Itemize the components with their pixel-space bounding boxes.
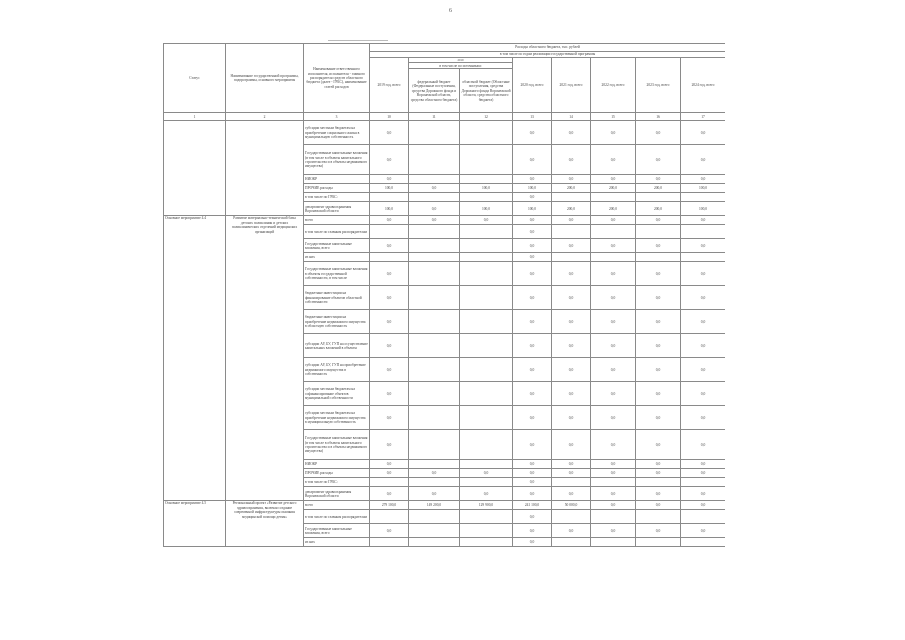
value-cell: 0,0 [552, 334, 591, 358]
value-cell: 0,0 [513, 286, 552, 310]
value-cell [460, 334, 513, 358]
value-cell: 0,0 [370, 358, 409, 382]
value-cell: 0,0 [513, 358, 552, 382]
value-cell [460, 524, 513, 538]
row-label: НИОКР [304, 175, 370, 184]
value-cell: 0,0 [681, 239, 726, 253]
value-cell: 0,0 [370, 145, 409, 175]
value-cell: 0,0 [681, 406, 726, 430]
value-cell: 0,0 [681, 487, 726, 501]
value-cell: 0,0 [591, 239, 636, 253]
value-cell [636, 510, 681, 524]
row-label: бюджетные инвестиции на приобретение недвижимого имущества в областную собственность [304, 310, 370, 334]
value-cell: 0,0 [591, 175, 636, 184]
value-cell: 0,0 [552, 310, 591, 334]
row-label: субсидии АУ, БУ, ГУП на осуществление капитальных вложений в объекты [304, 334, 370, 358]
value-cell: 0,0 [636, 469, 681, 478]
value-cell [636, 193, 681, 202]
value-cell: 0,0 [460, 469, 513, 478]
header-2024: 2024 год, всего [681, 58, 726, 113]
row-label: Государственные капитальные вложения в объекты государственной собственности, в том числе [304, 262, 370, 286]
column-number: 10 [370, 113, 409, 121]
value-cell: 0,0 [370, 382, 409, 406]
value-cell: 0,0 [591, 524, 636, 538]
value-cell: 0,0 [636, 382, 681, 406]
value-cell: 0,0 [370, 175, 409, 184]
value-cell: 0,0 [513, 538, 552, 547]
value-cell: 0,0 [681, 286, 726, 310]
value-cell [409, 175, 460, 184]
value-cell [409, 239, 460, 253]
value-cell: 0,0 [681, 358, 726, 382]
value-cell: 0,0 [370, 430, 409, 460]
value-cell [591, 510, 636, 524]
value-cell: 0,0 [552, 239, 591, 253]
value-cell: 0,0 [513, 510, 552, 524]
value-cell [460, 253, 513, 262]
value-cell: 0,0 [636, 460, 681, 469]
value-cell: 0,0 [636, 310, 681, 334]
value-cell [370, 538, 409, 547]
row-label: в том числе по главным распорядителям [304, 510, 370, 524]
value-cell: 0,0 [681, 310, 726, 334]
value-cell [460, 121, 513, 145]
value-cell: 0,0 [513, 487, 552, 501]
value-cell: 0,0 [681, 524, 726, 538]
value-cell: 200,0 [591, 184, 636, 193]
value-cell: 0,0 [513, 193, 552, 202]
value-cell [409, 510, 460, 524]
value-cell: 0,0 [513, 121, 552, 145]
expenses-table-frame [163, 43, 725, 596]
value-cell [409, 358, 460, 382]
value-cell [409, 334, 460, 358]
row-label: в том числе по главным распорядителям [304, 225, 370, 239]
expenses-table [163, 43, 725, 547]
row-label: всего [304, 501, 370, 510]
activity-status: Основное мероприятие 4.5 [164, 501, 226, 547]
value-cell: 0,0 [636, 501, 681, 510]
value-cell [681, 538, 726, 547]
value-cell: 0,0 [681, 175, 726, 184]
value-cell [409, 310, 460, 334]
activity-name: Развитие материально-технической базы детских поликлиник и детских поликлинических отделений медицинских организаций [226, 216, 304, 501]
value-cell: 100,0 [370, 202, 409, 216]
value-cell: 0,0 [460, 216, 513, 225]
value-cell: 0,0 [409, 216, 460, 225]
value-cell [636, 253, 681, 262]
value-cell [460, 406, 513, 430]
value-cell: 0,0 [681, 121, 726, 145]
value-cell [409, 145, 460, 175]
value-cell: 0,0 [513, 239, 552, 253]
value-cell: 0,0 [591, 487, 636, 501]
value-cell: 0,0 [636, 121, 681, 145]
value-cell: 0,0 [552, 358, 591, 382]
column-number: 14 [552, 113, 591, 121]
row-label: НИОКР [304, 460, 370, 469]
value-cell [460, 286, 513, 310]
value-cell: 0,0 [370, 121, 409, 145]
value-cell [370, 510, 409, 524]
value-cell: 0,0 [513, 478, 552, 487]
value-cell: 0,0 [513, 216, 552, 225]
value-cell: 100,0 [513, 202, 552, 216]
value-cell: 0,0 [681, 216, 726, 225]
value-cell [460, 382, 513, 406]
value-cell: 0,0 [552, 216, 591, 225]
value-cell: 0,0 [552, 286, 591, 310]
column-number: 2 [226, 113, 304, 121]
value-cell: 0,0 [370, 262, 409, 286]
value-cell: 0,0 [681, 145, 726, 175]
value-cell: 0,0 [409, 184, 460, 193]
value-cell: 100,0 [370, 184, 409, 193]
value-cell: 0,0 [409, 202, 460, 216]
value-cell: 0,0 [636, 487, 681, 501]
value-cell: 0,0 [636, 334, 681, 358]
value-cell: 0,0 [591, 216, 636, 225]
value-cell [681, 193, 726, 202]
value-cell [552, 225, 591, 239]
value-cell [460, 430, 513, 460]
activity-name: Региональный проект «Развитие детского здравоохранения, включая создание современной инфраструктуры оказания медицинской помощи детям» [226, 501, 304, 547]
value-cell: 0,0 [513, 145, 552, 175]
value-cell [681, 478, 726, 487]
value-cell [460, 145, 513, 175]
value-cell [370, 225, 409, 239]
value-cell [460, 460, 513, 469]
row-label: из них [304, 253, 370, 262]
value-cell: 0,0 [681, 501, 726, 510]
value-cell [370, 193, 409, 202]
value-cell: 100,0 [681, 184, 726, 193]
value-cell: 0,0 [681, 262, 726, 286]
header-2023: 2023 год, всего [636, 58, 681, 113]
empty-name-cell [226, 121, 304, 216]
value-cell: 200,0 [591, 202, 636, 216]
value-cell: 0,0 [591, 469, 636, 478]
value-cell [591, 253, 636, 262]
value-cell: 0,0 [681, 460, 726, 469]
value-cell [552, 478, 591, 487]
value-cell: 0,0 [513, 310, 552, 334]
row-label: бюджетные инвестиции на финансирование объектов областной собственности [304, 286, 370, 310]
value-cell [409, 406, 460, 430]
value-cell [409, 478, 460, 487]
value-cell: 0,0 [552, 406, 591, 430]
value-cell: 0,0 [460, 487, 513, 501]
value-cell [370, 253, 409, 262]
column-number: 15 [591, 113, 636, 121]
header-expenses: Расходы областного бюджета, тыс. рублей [370, 44, 726, 52]
header-regional: областной бюджет (Областные поступления, средства Дорожного фонда Воронежской области, средства областного бюджета) [460, 69, 513, 113]
value-cell [460, 225, 513, 239]
value-cell: 0,0 [552, 487, 591, 501]
value-cell: 0,0 [513, 253, 552, 262]
value-cell [460, 193, 513, 202]
value-cell: 0,0 [591, 286, 636, 310]
row-label: субсидии местным бюджетам на приобретение социального жилья в муниципальную собственность [304, 121, 370, 145]
column-numbers-row [164, 113, 726, 121]
value-cell: 0,0 [552, 262, 591, 286]
value-cell: 0,0 [681, 469, 726, 478]
value-cell [409, 430, 460, 460]
value-cell: 0,0 [636, 145, 681, 175]
value-cell [681, 253, 726, 262]
value-cell [591, 478, 636, 487]
value-cell [552, 538, 591, 547]
value-cell [591, 193, 636, 202]
activity-status: Основное мероприятие 4.4 [164, 216, 226, 501]
value-cell [409, 286, 460, 310]
value-cell: 0,0 [636, 216, 681, 225]
column-number: 3 [304, 113, 370, 121]
value-cell: 0,0 [513, 430, 552, 460]
value-cell: 0,0 [513, 382, 552, 406]
value-cell [552, 193, 591, 202]
value-cell: 0,0 [591, 262, 636, 286]
value-cell: 129 900,0 [460, 501, 513, 510]
row-label: Государственные капитальные вложения (в том числе в объекты капитального строительства и в объекты недвижимого имущества) [304, 145, 370, 175]
value-cell: 0,0 [591, 310, 636, 334]
value-cell: 0,0 [681, 334, 726, 358]
value-cell: 0,0 [636, 262, 681, 286]
value-cell: 0,0 [591, 460, 636, 469]
header-federal: федеральный бюджет (Федеральные поступления, средства Дорожного фонда и Воронежской области, средства областного бюджета) [409, 69, 460, 113]
value-cell: 241 100,0 [513, 501, 552, 510]
value-cell: 200,0 [552, 184, 591, 193]
value-cell: 0,0 [370, 406, 409, 430]
value-cell [636, 478, 681, 487]
row-label: субсидии местным бюджетам на приобретение недвижимого имущества в муниципальную собственность [304, 406, 370, 430]
value-cell [409, 193, 460, 202]
value-cell: 0,0 [636, 524, 681, 538]
value-cell: 200,0 [636, 202, 681, 216]
value-cell: 0,0 [552, 175, 591, 184]
value-cell: 0,0 [370, 334, 409, 358]
value-cell: 0,0 [513, 262, 552, 286]
value-cell: 0,0 [636, 286, 681, 310]
header-status: Статус [164, 44, 226, 113]
value-cell: 0,0 [636, 406, 681, 430]
value-cell [552, 510, 591, 524]
value-cell [460, 175, 513, 184]
value-cell [591, 225, 636, 239]
value-cell: 149 200,0 [409, 501, 460, 510]
value-cell: 0,0 [591, 358, 636, 382]
value-cell: 0,0 [591, 501, 636, 510]
empty-status-cell [164, 121, 226, 216]
value-cell: 0,0 [552, 469, 591, 478]
value-cell [460, 262, 513, 286]
value-cell [409, 225, 460, 239]
value-cell: 100,0 [460, 184, 513, 193]
value-cell: 0,0 [409, 487, 460, 501]
value-cell [460, 538, 513, 547]
value-cell: 0,0 [591, 430, 636, 460]
value-cell [460, 239, 513, 253]
value-cell [591, 538, 636, 547]
row-label: департамент здравоохранения Воронежской области [304, 487, 370, 501]
value-cell: 0,0 [591, 334, 636, 358]
value-cell: 0,0 [552, 524, 591, 538]
header-2021: 2021 год, всего [552, 58, 591, 113]
value-cell: 200,0 [636, 184, 681, 193]
row-label: Государственные капитальные вложения (в том числе в объекты капитального строительства и в объекты недвижимого имущества) [304, 430, 370, 460]
value-cell: 0,0 [681, 382, 726, 406]
value-cell: 0,0 [552, 382, 591, 406]
value-cell: 100,0 [681, 202, 726, 216]
value-cell: 0,0 [513, 225, 552, 239]
page-number: 6 [449, 8, 452, 14]
value-cell: 279 100,0 [370, 501, 409, 510]
value-cell [460, 310, 513, 334]
value-cell [681, 225, 726, 239]
column-number: 1 [164, 113, 226, 121]
value-cell: 0,0 [370, 524, 409, 538]
value-cell [409, 262, 460, 286]
value-cell: 0,0 [370, 239, 409, 253]
row-label: департамент здравоохранения Воронежской области [304, 202, 370, 216]
value-cell: 50 000,0 [552, 501, 591, 510]
value-cell: 0,0 [513, 334, 552, 358]
value-cell: 0,0 [591, 145, 636, 175]
value-cell: 0,0 [513, 175, 552, 184]
value-cell: 0,0 [591, 121, 636, 145]
row-label: Государственные капитальные вложения, всего [304, 239, 370, 253]
table-row [164, 216, 726, 225]
value-cell [636, 538, 681, 547]
value-cell: 100,0 [460, 202, 513, 216]
value-cell: 0,0 [591, 406, 636, 430]
value-cell: 0,0 [636, 430, 681, 460]
value-cell: 0,0 [591, 382, 636, 406]
table-row [164, 501, 726, 510]
header-2019-label: 2019 [409, 58, 513, 63]
value-cell: 0,0 [636, 239, 681, 253]
header-by-years: в том числе по годам реализации государственной программы [370, 52, 726, 58]
row-label: ПРОЧИЕ расходы [304, 184, 370, 193]
value-cell: 0,0 [552, 430, 591, 460]
value-cell: 0,0 [513, 469, 552, 478]
value-cell: 0,0 [370, 469, 409, 478]
value-cell: 100,0 [513, 184, 552, 193]
value-cell: 0,0 [370, 216, 409, 225]
row-label: ПРОЧИЕ расходы [304, 469, 370, 478]
value-cell: 0,0 [370, 310, 409, 334]
column-number: 16 [636, 113, 681, 121]
value-cell [409, 382, 460, 406]
value-cell [636, 225, 681, 239]
table-row [164, 121, 726, 145]
header-total-2019: 2019 год, всего [370, 58, 409, 113]
row-label: в том числе по ГРБС: [304, 478, 370, 487]
value-cell: 0,0 [513, 524, 552, 538]
value-cell: 0,0 [552, 460, 591, 469]
row-label: в том числе по ГРБС: [304, 193, 370, 202]
column-number: 11 [409, 113, 460, 121]
row-label: всего [304, 216, 370, 225]
value-cell: 0,0 [636, 358, 681, 382]
header-2022: 2022 год, всего [591, 58, 636, 113]
header-incl-sources: в том числе по источникам: [409, 63, 513, 69]
value-cell: 200,0 [552, 202, 591, 216]
value-cell: 0,0 [636, 175, 681, 184]
value-cell: 0,0 [370, 460, 409, 469]
scan-artifact [328, 40, 388, 41]
value-cell: 0,0 [681, 430, 726, 460]
value-cell: 0,0 [552, 145, 591, 175]
column-number: 12 [460, 113, 513, 121]
header-program-name: Наименование государственной программы, подпрограммы, основного мероприятия [226, 44, 304, 113]
row-label: субсидии местным бюджетам на софинансирование объектов муниципальной собственности [304, 382, 370, 406]
column-number: 17 [681, 113, 726, 121]
value-cell [460, 358, 513, 382]
value-cell [409, 121, 460, 145]
value-cell [681, 510, 726, 524]
value-cell [460, 478, 513, 487]
row-label: из них [304, 538, 370, 547]
column-number: 13 [513, 113, 552, 121]
value-cell [409, 524, 460, 538]
value-cell [409, 538, 460, 547]
value-cell [370, 478, 409, 487]
value-cell [409, 253, 460, 262]
header-executor: Наименование ответственного исполнителя, исполнителя - главного распорядителя средств областного бюджета (далее - ГРБС), наименование статей расходов [304, 44, 370, 113]
row-label: субсидии АУ, БУ, ГУП на приобретение недвижимого имущества в собственность [304, 358, 370, 382]
value-cell: 0,0 [370, 487, 409, 501]
value-cell: 0,0 [513, 460, 552, 469]
value-cell [552, 253, 591, 262]
value-cell: 0,0 [370, 286, 409, 310]
value-cell: 0,0 [409, 469, 460, 478]
value-cell: 0,0 [513, 406, 552, 430]
value-cell [409, 460, 460, 469]
header-2020: 2020 год, всего [513, 58, 552, 113]
value-cell: 0,0 [552, 121, 591, 145]
value-cell [460, 510, 513, 524]
row-label: Государственные капитальные вложения, всего [304, 524, 370, 538]
